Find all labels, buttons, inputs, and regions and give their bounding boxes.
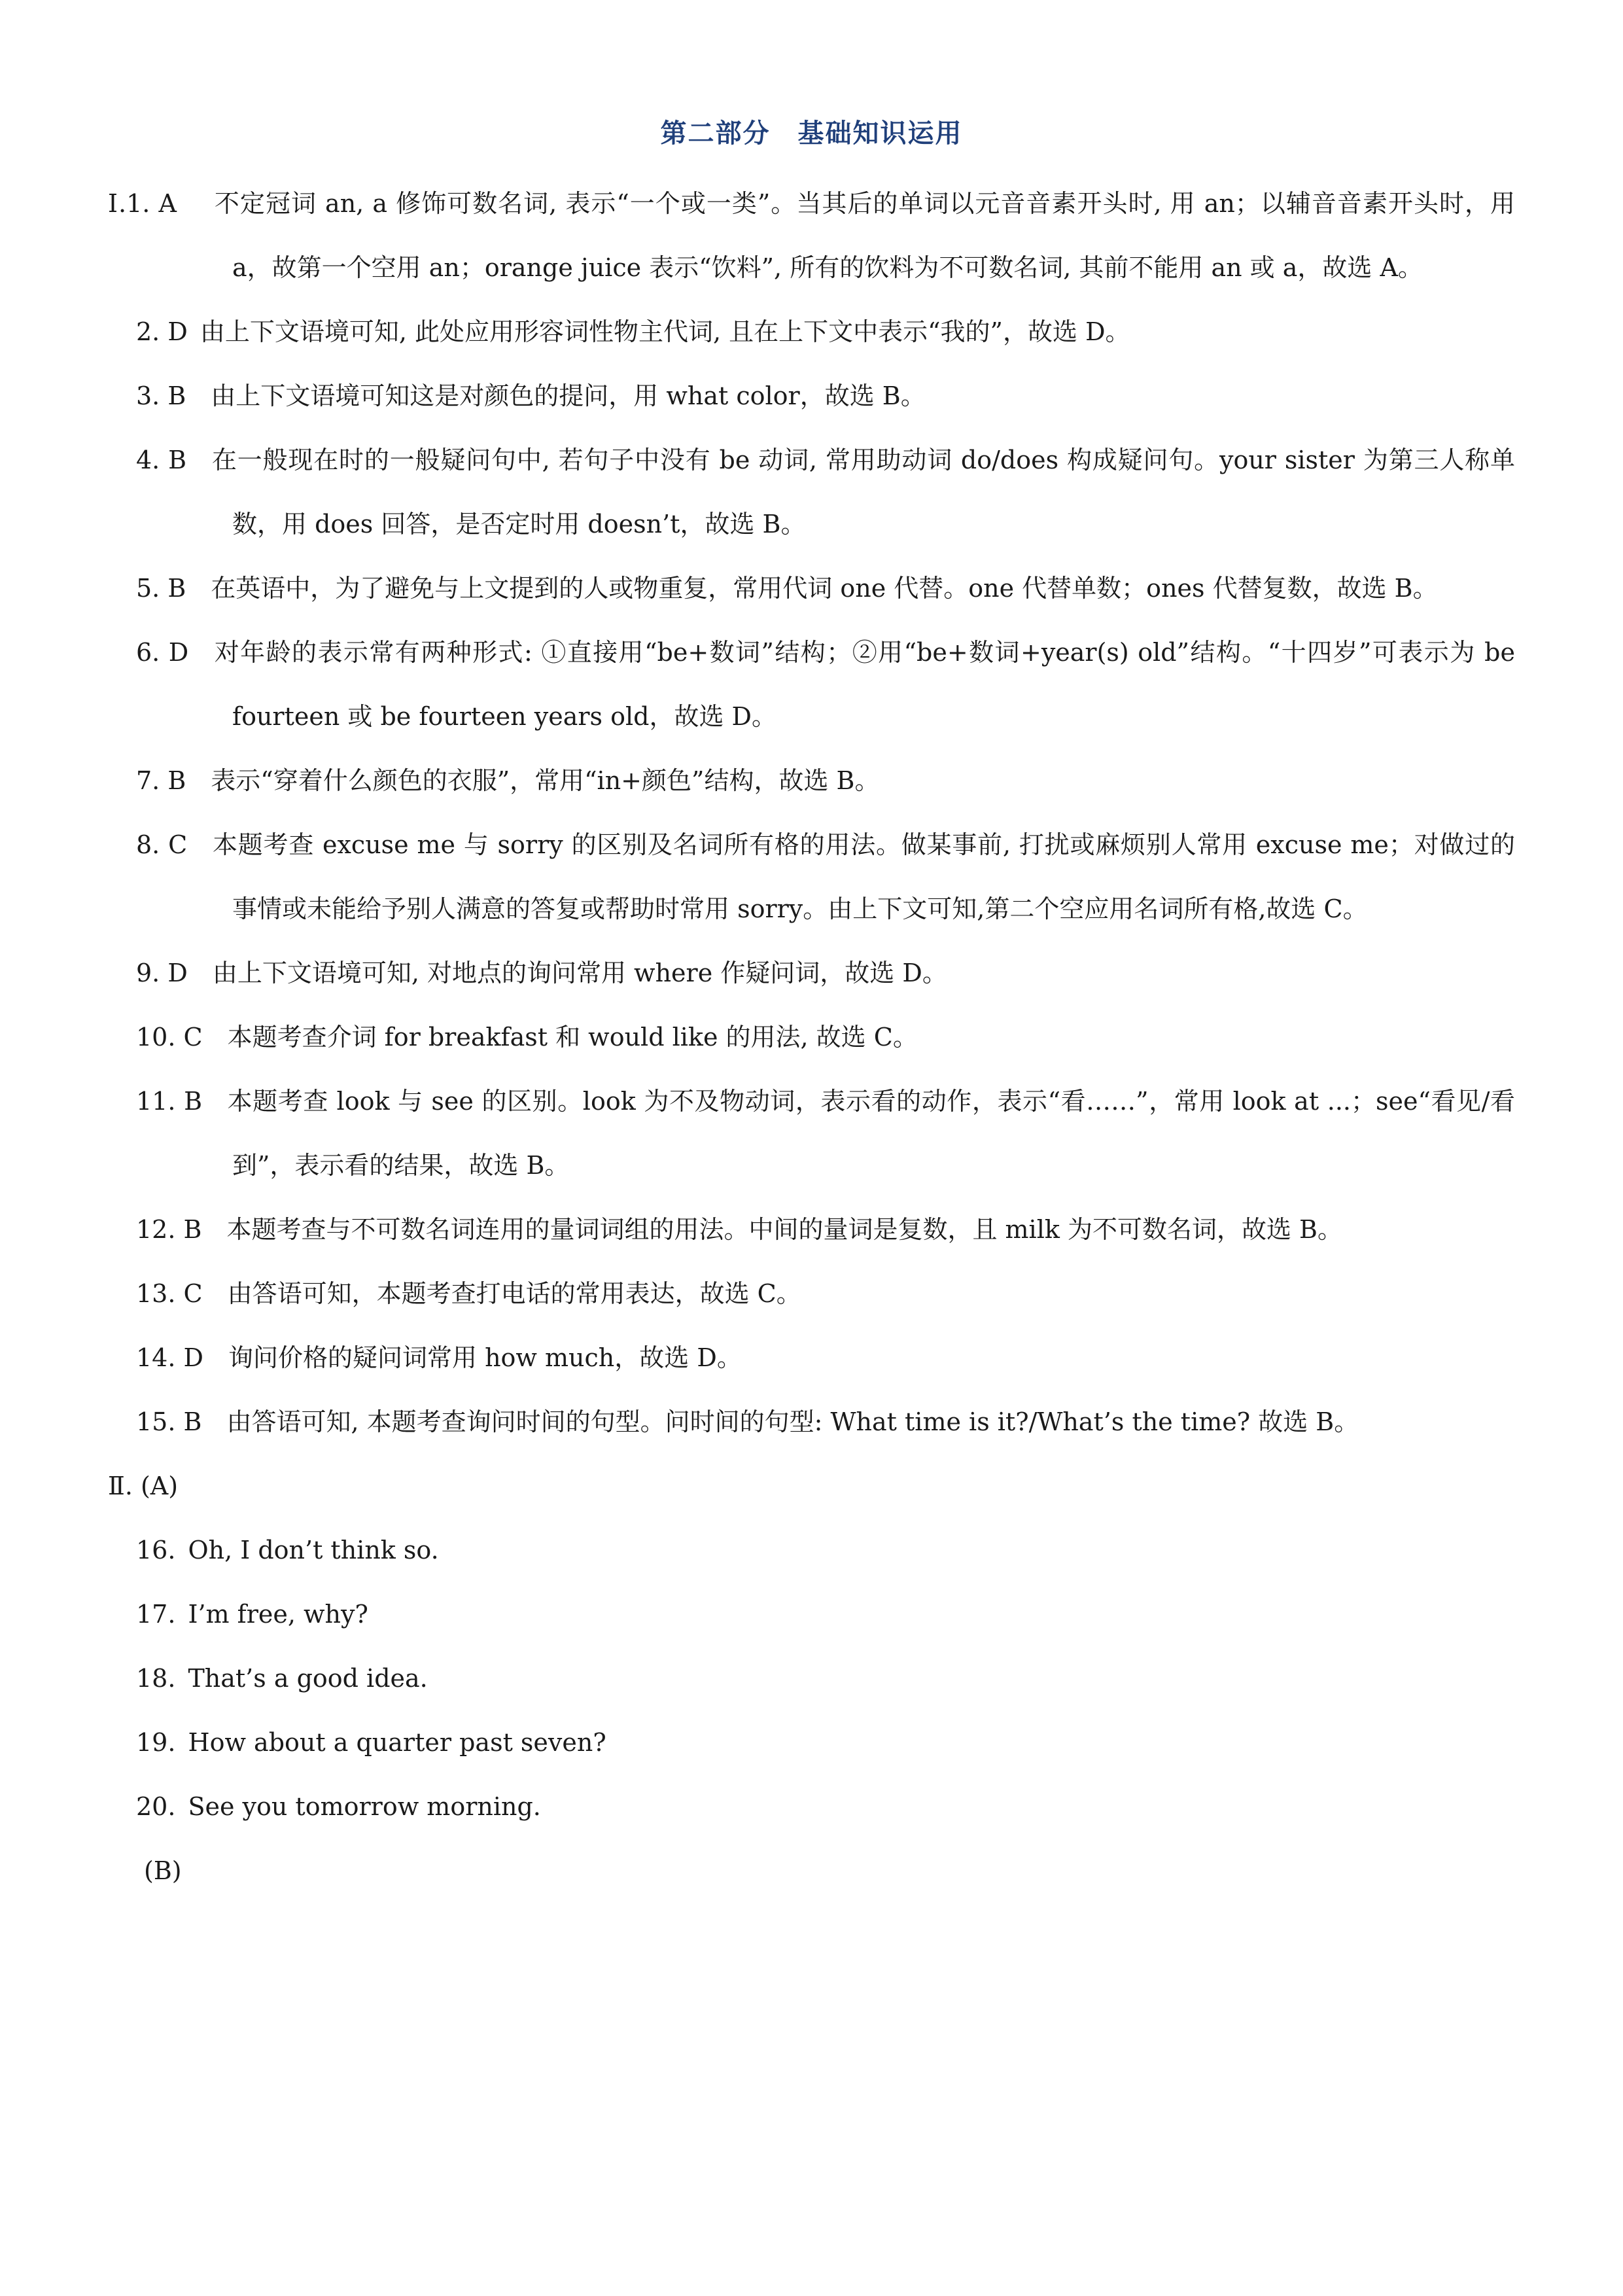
answer-number: 6. D — [136, 638, 189, 667]
answer-sentence: How about a quarter past seven? — [188, 1728, 606, 1757]
answer-number: 14. D — [136, 1343, 203, 1372]
page-title: 第二部分 基础知识运用 — [660, 118, 963, 149]
answer-explanation: 由答语可知，本题考查打电话的常用表达，故选 C。 — [227, 1279, 801, 1308]
answer-explanation: 在英语中，为了避免与上文提到的人或物重复，常用代词 one 代替。one 代替单数；ones 代替复数，故选 B。 — [211, 574, 1438, 603]
answer-number: 8. C — [136, 830, 188, 859]
answer-item-2 — [136, 300, 1515, 364]
answer-explanation: 由上下文语境可知, 此处应用形容词性物主代词, 且在上下文中表示“我的”，故选 D。 — [200, 317, 1130, 346]
answer-explanation: 本题考查 look 与 see 的区别。look 为不及物动词，表示看的动作，表示“看……”，常用 look at ...；see“看见/看到”，表示看的结果，故选 B。 — [227, 1087, 1515, 1180]
answer-explanation: 由上下文语境可知这是对颜色的提问，用 what color，故选 B。 — [211, 381, 926, 410]
answer-number: 15. B — [136, 1407, 202, 1436]
answer-number: 16. — [136, 1536, 176, 1564]
answer-sentence: See you tomorrow morning. — [188, 1792, 541, 1821]
answer-item-16 — [136, 1518, 1515, 1582]
answer-number: 3. B — [136, 381, 186, 410]
answer-item-1 — [108, 171, 1515, 300]
answer-sentence: Oh, I don’t think so. — [188, 1536, 439, 1564]
section-2-heading — [108, 1454, 1515, 1518]
answer-sentence: That’s a good idea. — [188, 1664, 428, 1693]
answer-item-3 — [136, 364, 1515, 428]
answer-item-7 — [136, 749, 1515, 813]
answer-number: 19. — [136, 1728, 176, 1757]
answer-explanation: 在一般现在时的一般疑问句中, 若句子中没有 be 动词, 常用助动词 do/does 构成疑问句。your sister 为第三人称单数，用 does 回答，是否定时用 doesn’t，故选 B。 — [211, 446, 1515, 539]
answer-explanation: 对年龄的表示常有两种形式: ①直接用“be+数词”结构；②用“be+数词+year(s) old”结构。“十四岁”可表示为 be fourteen 或 be fourteen years old，故选 D。 — [213, 638, 1515, 731]
section-label: Ⅱ. (A) — [108, 1472, 179, 1500]
answer-number: 2. D — [136, 317, 188, 346]
answer-number: 18. — [136, 1664, 176, 1693]
answer-text — [108, 171, 1515, 300]
subsection-b-label: (B) — [144, 1856, 182, 1885]
answer-item-11 — [136, 1069, 1515, 1197]
answer-item-12 — [136, 1197, 1515, 1262]
answer-item-8 — [136, 813, 1515, 941]
answer-content — [0, 171, 1623, 1903]
answer-item-18 — [136, 1646, 1515, 1710]
answer-item-6 — [136, 620, 1515, 749]
answer-explanation: 由上下文语境可知, 对地点的询问常用 where 作疑问词，故选 D。 — [212, 959, 947, 987]
answer-item-13 — [136, 1262, 1515, 1326]
answer-explanation: 表示“穿着什么颜色的衣服”，常用“in+颜色”结构，故选 B。 — [211, 766, 880, 795]
answer-number: 5. B — [136, 574, 186, 603]
answer-explanation: 本题考查 excuse me 与 sorry 的区别及名词所有格的用法。做某事前, 打扰或麻烦别人常用 excuse me；对做过的事情或未能给予别人满意的答复或帮助时常用 sorry。由上下文可知,第二个空应用名词所有格,故选 C。 — [212, 830, 1515, 923]
answer-item-17 — [136, 1582, 1515, 1646]
answer-item-19 — [136, 1710, 1515, 1775]
answer-explanation: 本题考查介词 for breakfast 和 would like 的用法, 故选 C。 — [227, 1023, 918, 1051]
answer-item-9 — [136, 941, 1515, 1005]
answer-item-10 — [136, 1005, 1515, 1069]
answer-number: 11. B — [136, 1087, 203, 1116]
answer-number: 7. B — [136, 766, 186, 795]
answer-number: 9. D — [136, 959, 188, 987]
answer-item-4 — [136, 428, 1515, 556]
answer-item-14 — [136, 1326, 1515, 1390]
answer-explanation: 询问价格的疑问词常用 how much，故选 D。 — [228, 1343, 742, 1372]
answer-number: 17. — [136, 1600, 176, 1629]
answer-item-20 — [136, 1775, 1515, 1839]
answer-sentence: I’m free, why? — [188, 1600, 368, 1629]
answer-number: 4. B — [136, 446, 187, 474]
answer-explanation: 由答语可知, 本题考查询问时间的句型。问时间的句型: What time is it?/What’s the time? 故选 B。 — [226, 1407, 1359, 1436]
answer-number: 20. — [136, 1792, 176, 1821]
answer-item-15 — [136, 1390, 1515, 1454]
answer-explanation: 不定冠词 an, a 修饰可数名词, 表示“一个或一类”。当其后的单词以元音音素开头时, 用 an；以辅音音素开头时，用 a，故第一个空用 an；orange juice 表示“饮料”, 所有的饮料为不可数名词, 其前不能用 an 或 a，故选 A。 — [213, 189, 1516, 282]
answer-item-5 — [136, 556, 1515, 620]
answer-number: 13. C — [136, 1279, 203, 1308]
answer-explanation: 本题考查与不可数名词连用的量词词组的用法。中间的量词是复数，且 milk 为不可数名词，故选 B。 — [226, 1215, 1342, 1244]
answer-number: 1. A — [126, 189, 177, 218]
answer-number: 10. C — [136, 1023, 203, 1051]
answer-number: 12. B — [136, 1215, 202, 1244]
section-label: Ⅰ. — [108, 189, 127, 218]
